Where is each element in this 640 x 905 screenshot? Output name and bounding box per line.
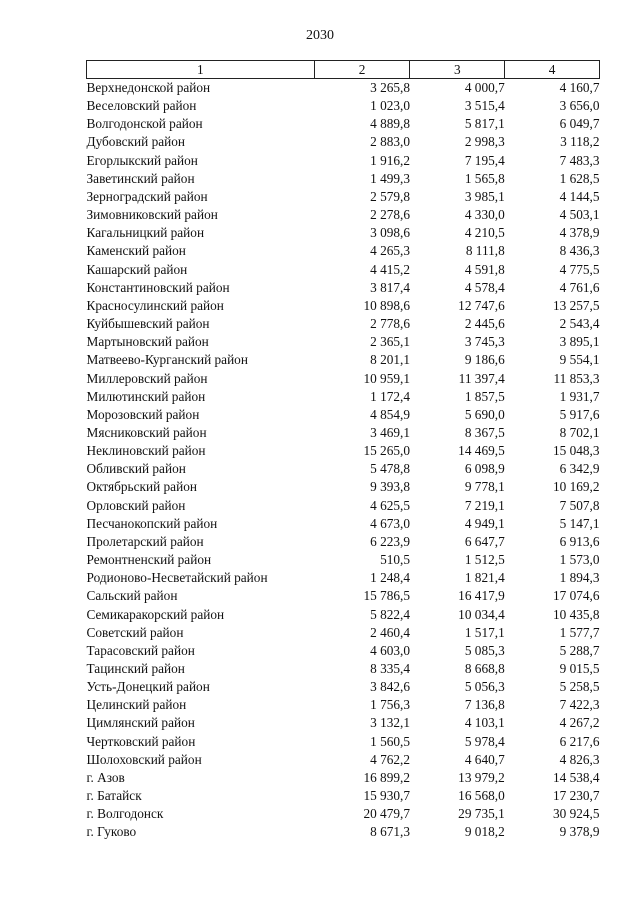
district-name-cell: Неклиновский район bbox=[86, 443, 206, 459]
value-cell: 4 578,4 bbox=[464, 279, 505, 295]
value-cell: 1 172,4 bbox=[370, 388, 410, 404]
value-cell: 2 883,0 bbox=[370, 134, 410, 150]
value-cell: 3 118,2 bbox=[560, 134, 600, 150]
value-cell: 3 098,6 bbox=[370, 225, 410, 241]
district-name-cell: г. Азов bbox=[86, 769, 125, 785]
district-name-cell: Красносулинский район bbox=[86, 297, 224, 313]
value-cell: 1 821,4 bbox=[464, 570, 505, 586]
district-name-cell: Ремонтненский район bbox=[86, 552, 212, 568]
district-name-cell: Обливский район bbox=[86, 461, 186, 477]
value-cell: 16 417,9 bbox=[458, 588, 505, 604]
value-cell: 9 015,5 bbox=[559, 661, 600, 676]
value-cell: 14 538,4 bbox=[552, 769, 600, 785]
value-cell: 1 560,5 bbox=[370, 733, 410, 749]
table-row bbox=[87, 587, 600, 605]
table-row bbox=[87, 805, 600, 823]
value-cell: 4 826,3 bbox=[559, 751, 600, 767]
value-cell: 1 512,5 bbox=[464, 552, 505, 568]
value-cell: 10 034,4 bbox=[458, 606, 505, 622]
table-row bbox=[87, 769, 600, 787]
value-cell: 6 217,6 bbox=[559, 733, 600, 749]
table-row bbox=[87, 678, 600, 696]
table-row bbox=[87, 823, 600, 841]
value-cell: 1 577,7 bbox=[559, 624, 600, 640]
value-cell: 1 628,5 bbox=[559, 170, 600, 186]
value-cell: 10 169,2 bbox=[552, 479, 600, 495]
value-cell: 4 640,7 bbox=[464, 751, 505, 767]
district-name-cell: Советский район bbox=[86, 624, 184, 640]
value-cell: 17 230,7 bbox=[552, 788, 600, 804]
table-row bbox=[87, 497, 600, 515]
value-cell: 10 959,1 bbox=[363, 370, 410, 386]
value-cell: 4 103,1 bbox=[464, 715, 505, 731]
value-cell: 1 248,4 bbox=[370, 570, 410, 586]
value-cell: 8 111,8 bbox=[465, 243, 505, 259]
value-cell: 5 147,1 bbox=[559, 515, 600, 531]
district-name-cell: Миллеровский район bbox=[86, 370, 208, 386]
value-cell: 5 085,3 bbox=[464, 642, 505, 658]
table-row bbox=[87, 787, 600, 805]
district-name-cell: г. Гуково bbox=[86, 824, 137, 840]
value-cell: 2 543,4 bbox=[559, 316, 600, 332]
table-row bbox=[87, 297, 600, 315]
value-cell: 8 668,8 bbox=[464, 661, 505, 676]
table-row bbox=[87, 733, 600, 751]
value-cell: 5 917,6 bbox=[559, 406, 600, 422]
table-row bbox=[87, 152, 600, 170]
value-cell: 2 579,8 bbox=[370, 188, 410, 204]
district-name-cell: Константиновский район bbox=[86, 279, 230, 295]
value-cell: 9 186,6 bbox=[464, 352, 505, 368]
district-name-cell: Зерноградский район bbox=[86, 188, 208, 204]
value-cell: 10 898,6 bbox=[363, 297, 410, 313]
value-cell: 4 000,7 bbox=[464, 80, 505, 95]
district-name-cell: Заветинский район bbox=[86, 170, 195, 186]
table-row bbox=[87, 714, 600, 732]
district-name-cell: Родионово-Несветайский район bbox=[86, 570, 268, 586]
district-name-cell: Каменский район bbox=[86, 243, 186, 259]
value-cell: 13 257,5 bbox=[552, 297, 600, 313]
table-row bbox=[87, 206, 600, 224]
value-cell: 14 469,5 bbox=[458, 443, 505, 459]
value-cell: 4 889,8 bbox=[370, 116, 410, 132]
value-cell: 7 136,8 bbox=[464, 697, 505, 713]
district-name-cell: Тарасовский район bbox=[86, 642, 195, 658]
value-cell: 8 702,1 bbox=[559, 424, 600, 440]
value-cell: 15 048,3 bbox=[552, 443, 600, 459]
value-cell: 4 265,3 bbox=[370, 243, 410, 259]
value-cell: 5 288,7 bbox=[559, 642, 600, 658]
value-cell: 4 949,1 bbox=[464, 515, 505, 531]
value-cell: 8 671,3 bbox=[370, 824, 410, 840]
value-cell: 8 436,3 bbox=[559, 243, 600, 259]
table-row bbox=[87, 333, 600, 351]
column-header: 1 bbox=[87, 61, 315, 79]
district-name-cell: Пролетарский район bbox=[86, 533, 204, 549]
district-name-cell: Волгодонской район bbox=[86, 116, 203, 132]
value-cell: 1 023,0 bbox=[370, 98, 410, 114]
table-row bbox=[87, 478, 600, 496]
value-cell: 16 899,2 bbox=[363, 769, 410, 785]
table-row bbox=[87, 696, 600, 714]
value-cell: 15 265,0 bbox=[363, 443, 410, 459]
value-cell: 12 747,6 bbox=[458, 297, 505, 313]
value-cell: 11 397,4 bbox=[458, 370, 505, 386]
value-cell: 4 854,9 bbox=[370, 406, 410, 422]
value-cell: 2 778,6 bbox=[370, 316, 410, 332]
value-cell: 2 278,6 bbox=[370, 207, 410, 223]
data-table bbox=[86, 60, 600, 842]
district-name-cell: Матвеево-Курганский район bbox=[86, 352, 248, 368]
value-cell: 5 478,8 bbox=[370, 461, 410, 477]
value-cell: 5 056,3 bbox=[464, 679, 505, 695]
district-name-cell: Мясниковский район bbox=[86, 424, 207, 440]
table-row bbox=[87, 442, 600, 460]
district-name-cell: Дубовский район bbox=[86, 134, 186, 150]
value-cell: 15 930,7 bbox=[363, 788, 410, 804]
table-row bbox=[87, 261, 600, 279]
table-row bbox=[87, 279, 600, 297]
value-cell: 7 422,3 bbox=[559, 697, 600, 713]
value-cell: 6 049,7 bbox=[559, 116, 600, 132]
value-cell: 1 499,3 bbox=[370, 170, 410, 186]
table-body bbox=[87, 79, 600, 842]
value-cell: 9 018,2 bbox=[464, 824, 505, 840]
table-row bbox=[87, 460, 600, 478]
table-row bbox=[87, 569, 600, 587]
value-cell: 6 647,7 bbox=[464, 533, 505, 549]
district-name-cell: Чертковский район bbox=[86, 733, 196, 749]
value-cell: 4 775,5 bbox=[559, 261, 600, 277]
value-cell: 16 568,0 bbox=[458, 788, 505, 804]
table-row bbox=[87, 606, 600, 624]
table-row bbox=[87, 133, 600, 151]
value-cell: 8 335,4 bbox=[370, 661, 410, 676]
value-cell: 5 817,1 bbox=[464, 116, 505, 132]
value-cell: 9 378,9 bbox=[559, 824, 600, 840]
value-cell: 3 745,3 bbox=[464, 334, 505, 350]
value-cell: 6 098,9 bbox=[464, 461, 505, 477]
value-cell: 4 415,2 bbox=[370, 261, 410, 277]
value-cell: 4 267,2 bbox=[559, 715, 600, 731]
value-cell: 11 853,3 bbox=[553, 370, 600, 386]
value-cell: 15 786,5 bbox=[363, 588, 410, 604]
table-row bbox=[87, 97, 600, 115]
value-cell: 3 842,6 bbox=[370, 679, 410, 695]
value-cell: 7 195,4 bbox=[464, 152, 505, 168]
value-cell: 6 913,6 bbox=[559, 533, 600, 549]
table-row bbox=[87, 315, 600, 333]
value-cell: 10 435,8 bbox=[552, 606, 600, 622]
table-row bbox=[87, 533, 600, 551]
district-name-cell: Орловский район bbox=[86, 497, 186, 513]
value-cell: 8 367,5 bbox=[464, 424, 505, 440]
value-cell: 4 603,0 bbox=[370, 642, 410, 658]
value-cell: 2 460,4 bbox=[370, 624, 410, 640]
district-name-cell: Куйбышевский район bbox=[86, 316, 210, 332]
column-header: 4 bbox=[505, 61, 600, 79]
value-cell: 1 894,3 bbox=[559, 570, 600, 586]
value-cell: 4 762,2 bbox=[370, 751, 410, 767]
table-row bbox=[87, 515, 600, 533]
value-cell: 9 554,1 bbox=[559, 352, 600, 368]
district-name-cell: Тацинский район bbox=[86, 661, 185, 676]
value-cell: 5 978,4 bbox=[464, 733, 505, 749]
table-row bbox=[87, 242, 600, 260]
value-cell: 4 761,6 bbox=[559, 279, 600, 295]
value-cell: 2 445,6 bbox=[464, 316, 505, 332]
table-row bbox=[87, 406, 600, 424]
column-header: 2 bbox=[314, 61, 410, 79]
district-name-cell: Шолоховский район bbox=[86, 751, 202, 767]
value-cell: 7 483,3 bbox=[559, 152, 600, 168]
value-cell: 4 591,8 bbox=[464, 261, 505, 277]
value-cell: 1 517,1 bbox=[464, 624, 505, 640]
table-row bbox=[87, 751, 600, 769]
value-cell: 4 625,5 bbox=[370, 497, 410, 513]
value-cell: 5 258,5 bbox=[559, 679, 600, 695]
value-cell: 17 074,6 bbox=[552, 588, 600, 604]
table-row bbox=[87, 79, 600, 98]
district-name-cell: Веселовский район bbox=[86, 98, 197, 114]
district-name-cell: Кагальницкий район bbox=[86, 225, 205, 241]
district-name-cell: Мартыновский район bbox=[86, 334, 209, 350]
column-header: 3 bbox=[410, 61, 505, 79]
table-row bbox=[87, 660, 600, 678]
table-row bbox=[87, 370, 600, 388]
value-cell: 4 210,5 bbox=[464, 225, 505, 241]
value-cell: 6 342,9 bbox=[559, 461, 600, 477]
table-row bbox=[87, 170, 600, 188]
table-row bbox=[87, 551, 600, 569]
value-cell: 3 515,4 bbox=[464, 98, 505, 114]
table-row bbox=[87, 624, 600, 642]
district-name-cell: г. Батайск bbox=[86, 788, 142, 804]
value-cell: 4 503,1 bbox=[559, 207, 600, 223]
value-cell: 7 219,1 bbox=[464, 497, 505, 513]
value-cell: 4 144,5 bbox=[559, 188, 600, 204]
value-cell: 9 778,1 bbox=[464, 479, 505, 495]
table-row bbox=[87, 388, 600, 406]
district-name-cell: Октябрьский район bbox=[86, 479, 197, 495]
value-cell: 30 924,5 bbox=[552, 806, 600, 822]
value-cell: 13 979,2 bbox=[458, 769, 505, 785]
value-cell: 3 817,4 bbox=[370, 279, 410, 295]
value-cell: 1 916,2 bbox=[370, 152, 410, 168]
value-cell: 8 201,1 bbox=[370, 352, 410, 368]
value-cell: 5 822,4 bbox=[370, 606, 410, 622]
value-cell: 3 985,1 bbox=[464, 188, 505, 204]
value-cell: 4 673,0 bbox=[370, 515, 410, 531]
page-number: 2030 bbox=[306, 28, 334, 43]
table-row bbox=[87, 224, 600, 242]
value-cell: 9 393,8 bbox=[370, 479, 410, 495]
value-cell: 1 857,5 bbox=[464, 388, 505, 404]
header-row bbox=[87, 61, 600, 79]
table-row bbox=[87, 188, 600, 206]
value-cell: 1 756,3 bbox=[370, 697, 410, 713]
value-cell: 29 735,1 bbox=[458, 806, 505, 822]
district-name-cell: г. Волгодонск bbox=[86, 806, 164, 822]
value-cell: 4 160,7 bbox=[559, 80, 600, 95]
table-row bbox=[87, 424, 600, 442]
value-cell: 4 330,0 bbox=[464, 207, 505, 223]
district-name-cell: Милютинский район bbox=[86, 388, 206, 404]
district-name-cell: Егорлыкский район bbox=[86, 152, 198, 168]
district-name-cell: Морозовский район bbox=[86, 406, 200, 422]
value-cell: 3 132,1 bbox=[370, 715, 410, 731]
district-name-cell: Целинский район bbox=[86, 697, 187, 713]
table-row bbox=[87, 642, 600, 660]
value-cell: 5 690,0 bbox=[464, 406, 505, 422]
district-name-cell: Цимлянский район bbox=[86, 715, 195, 731]
value-cell: 1 573,0 bbox=[559, 552, 600, 568]
value-cell: 510,5 bbox=[380, 552, 410, 568]
value-cell: 20 479,7 bbox=[363, 806, 410, 822]
value-cell: 4 378,9 bbox=[559, 225, 600, 241]
value-cell: 3 469,1 bbox=[370, 424, 410, 440]
district-name-cell: Верхнедонской район bbox=[86, 80, 211, 95]
value-cell: 3 895,1 bbox=[559, 334, 600, 350]
district-name-cell: Сальский район bbox=[86, 588, 178, 604]
district-name-cell: Семикаракорский район bbox=[86, 606, 225, 622]
value-cell: 7 507,8 bbox=[559, 497, 600, 513]
value-cell: 2 998,3 bbox=[464, 134, 505, 150]
table-row bbox=[87, 115, 600, 133]
table-row bbox=[87, 351, 600, 369]
value-cell: 2 365,1 bbox=[370, 334, 410, 350]
district-name-cell: Зимовниковский район bbox=[86, 207, 218, 223]
value-cell: 3 656,0 bbox=[559, 98, 600, 114]
value-cell: 6 223,9 bbox=[370, 533, 410, 549]
value-cell: 1 931,7 bbox=[559, 388, 600, 404]
district-name-cell: Кашарский район bbox=[86, 261, 188, 277]
value-cell: 3 265,8 bbox=[370, 80, 410, 95]
district-name-cell: Усть-Донецкий район bbox=[86, 679, 210, 695]
value-cell: 1 565,8 bbox=[464, 170, 505, 186]
district-name-cell: Песчанокопский район bbox=[86, 515, 218, 531]
